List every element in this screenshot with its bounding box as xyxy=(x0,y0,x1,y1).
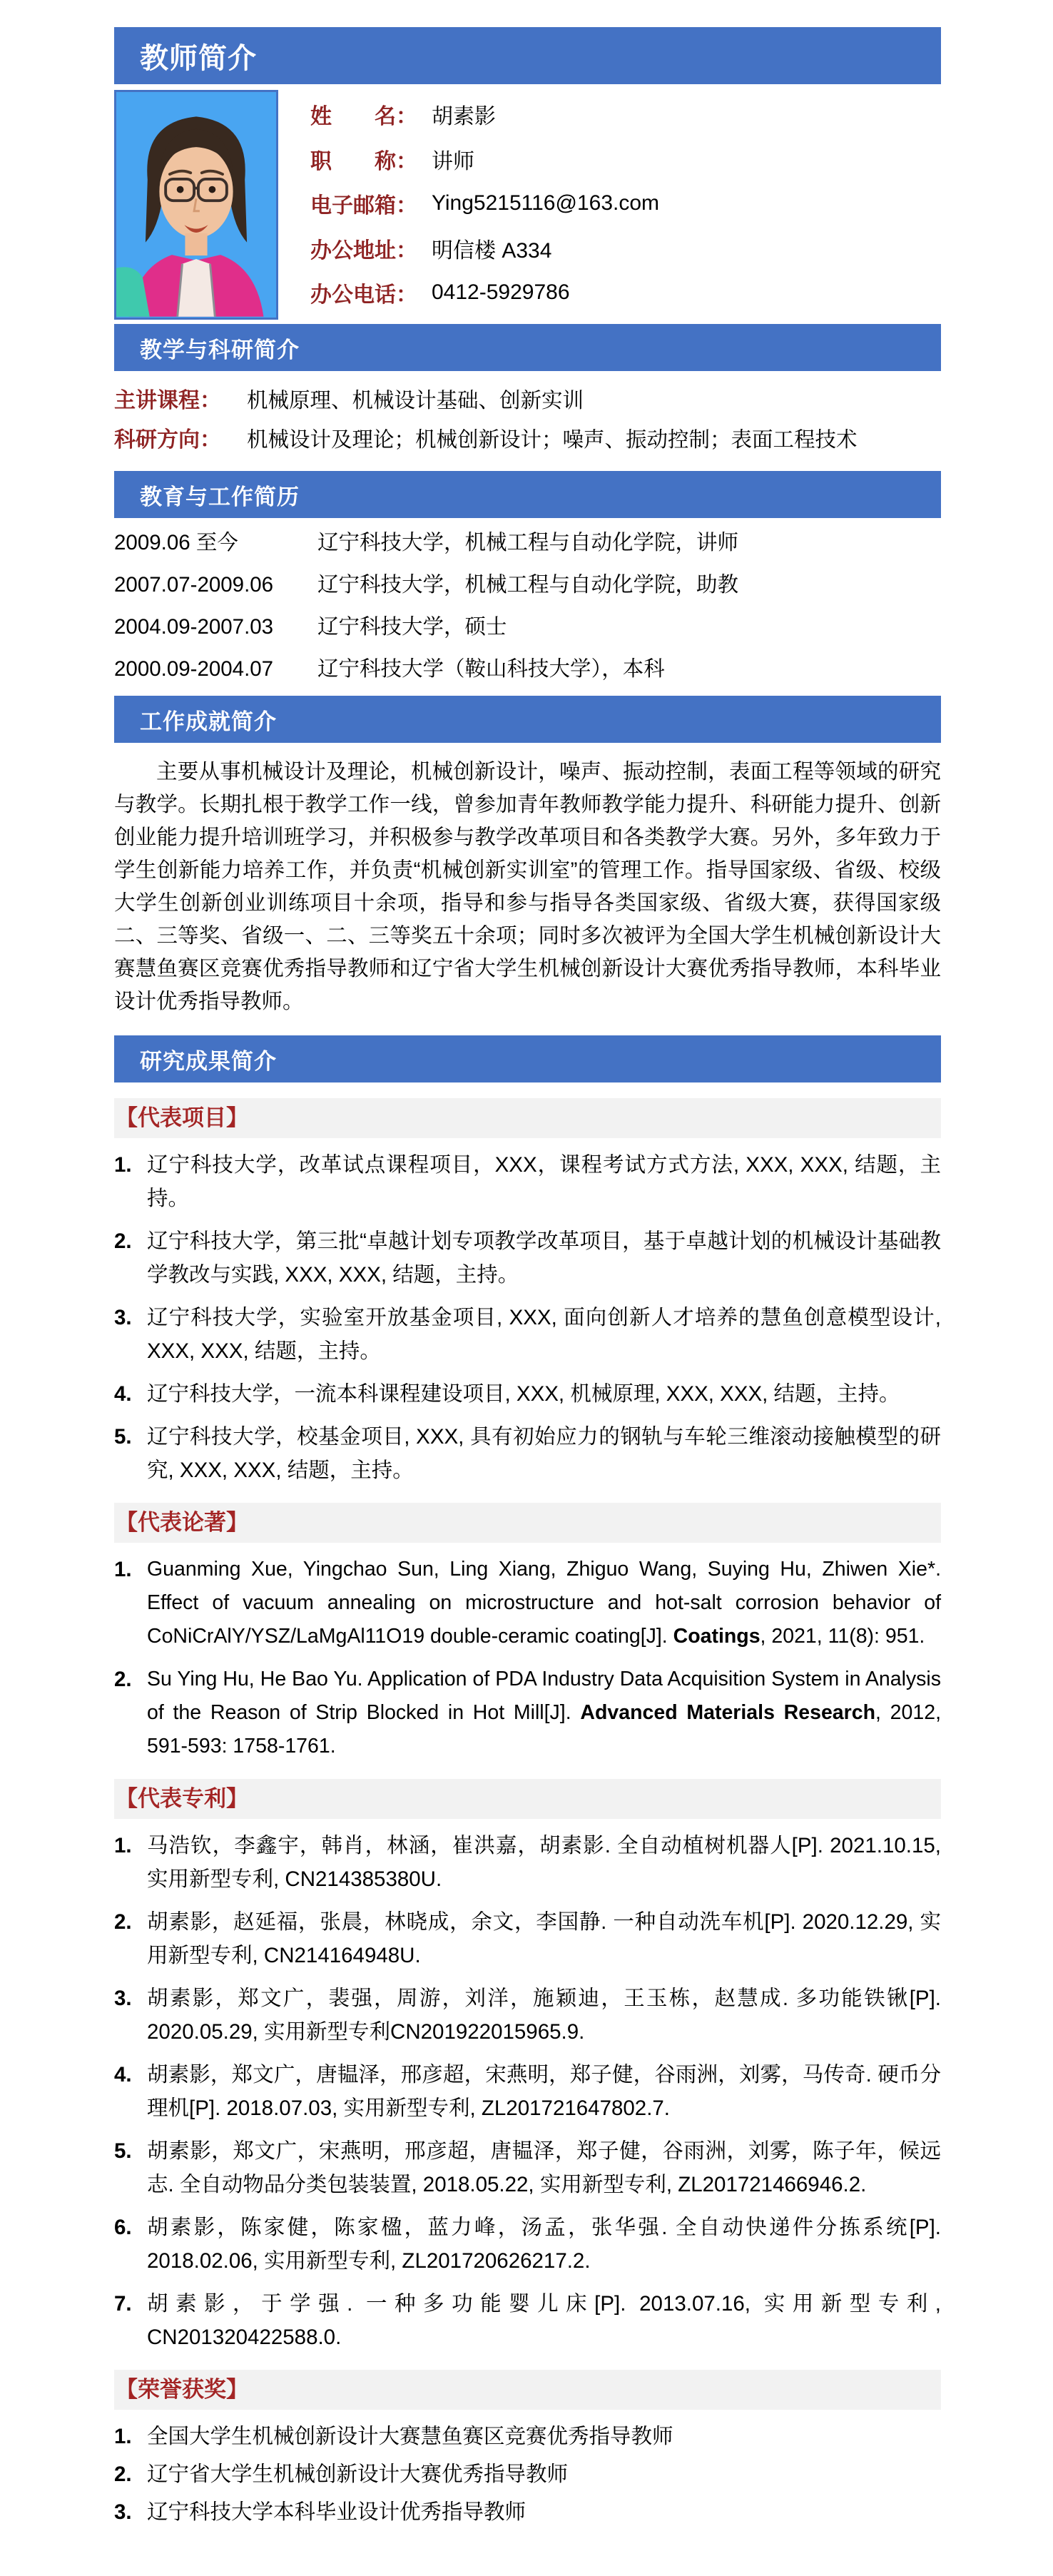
patents-list xyxy=(114,1829,941,2354)
item-number: 7. xyxy=(114,2292,132,2316)
field-label: 姓 名： xyxy=(310,105,417,128)
history-detail: 辽宁科技大学（鞍山科技大学），本科 xyxy=(317,657,665,681)
patent-text: 马浩钦，李鑫宇，韩肖，林涵，崔洪嘉，胡素影. 全自动植树机器人[P]. 2021.10.15, 实用新型专利, CN214385380U. xyxy=(147,1834,941,1891)
item-number: 2. xyxy=(114,1229,132,1253)
honor-item xyxy=(114,2420,941,2453)
item-number: 3. xyxy=(114,1306,132,1329)
field-label: 职 称： xyxy=(310,149,417,173)
project-text: 辽宁科技大学，校基金项目, XXX, 具有初始应力的钢轨与车轮三维滚动接触模型的研究, XXX, XXX, 结题，主持。 xyxy=(147,1425,941,1482)
publication-item xyxy=(114,1553,941,1653)
teaching-value: 机械原理、机械设计基础、创新实训 xyxy=(247,389,584,412)
history-timeline xyxy=(114,518,941,696)
project-text: 辽宁科技大学，第三批“卓越计划专项教学改革项目，基于卓越计划的机械设计基础教学教改与实践, XXX, XXX, 结题，主持。 xyxy=(147,1229,941,1287)
item-number: 1. xyxy=(114,1153,132,1177)
section-banner-teaching-title: 教学与科研简介 xyxy=(140,337,300,362)
honor-text: 辽宁科技大学本科毕业设计优秀指导教师 xyxy=(147,2500,526,2524)
profile-field-row xyxy=(310,98,941,130)
profile-section xyxy=(114,90,941,320)
profile-field-row xyxy=(310,277,941,308)
teaching-label: 科研方向： xyxy=(114,428,221,452)
history-detail: 辽宁科技大学，机械工程与自动化学院，助教 xyxy=(317,573,739,597)
publication-text: Guanming Xue, Yingchao Sun, Ling Xiang, Zhiguo Wang, Suying Hu, Zhiwen Xie*. Effect of vacuum annealing on microstructure and hot-salt corrosion behavior of CoNiCrAlY/YSZ/LaMgAl11O19 double-ceramic coating[J]. Coatings, 2021, 11(8): 951. xyxy=(147,1558,941,1648)
item-number: 3. xyxy=(114,2500,132,2524)
patent-item xyxy=(114,1905,941,1972)
section-banner-achievement-title: 工作成就简介 xyxy=(140,709,277,734)
teaching-row xyxy=(114,384,941,417)
patent-item xyxy=(114,2058,941,2125)
item-number: 1. xyxy=(114,2425,132,2448)
project-text: 辽宁科技大学，改革试点课程项目，XXX，课程考试方式方法, XXX, XXX, 结题，主持。 xyxy=(147,1153,941,1210)
field-label: 电子邮箱： xyxy=(310,194,417,218)
field-value: 讲师 xyxy=(432,149,474,173)
history-period: 2007.07-2009.06 xyxy=(114,573,274,597)
item-number: 2. xyxy=(114,1668,132,1691)
publications-list xyxy=(114,1553,941,1763)
honor-text: 辽宁省大学生机械创新设计大赛优秀指导教师 xyxy=(147,2463,569,2486)
section-banner-research xyxy=(114,1035,941,1082)
item-number: 6. xyxy=(114,2216,132,2239)
history-period: 2009.06 至今 xyxy=(114,531,238,554)
section-banner-profile-title: 教师简介 xyxy=(140,42,257,74)
item-number: 3. xyxy=(114,1987,132,2010)
heading-honors: 【荣誉获奖】 xyxy=(114,2370,941,2410)
patent-text: 胡素影，郑文广，唐韫泽，邢彦超，宋燕明，郑子健，谷雨洲，刘雾，马传奇. 硬币分理机[P]. 2018.07.03, 实用新型专利, ZL201721647802.7. xyxy=(147,2063,941,2120)
honor-item xyxy=(114,2458,941,2491)
item-number: 4. xyxy=(114,1382,132,1406)
section-banner-research-title: 研究成果简介 xyxy=(140,1048,277,1074)
section-banner-teaching xyxy=(114,324,941,371)
history-detail: 辽宁科技大学，硕士 xyxy=(317,615,507,639)
history-period: 2004.09-2007.03 xyxy=(114,615,274,639)
projects-list xyxy=(114,1148,941,1487)
project-item xyxy=(114,1301,941,1368)
section-banner-achievement xyxy=(114,696,941,743)
patent-text: 胡素影，赵延福，张晨，林晓成，余文，李国静. 一种自动洗车机[P]. 2020.12.29, 实用新型专利, CN214164948U. xyxy=(147,1910,941,1967)
patent-text: 胡素影，于学强. 一种多功能婴儿床[P]. 2013.07.16, 实用新型专利, CN201320422588.0. xyxy=(147,2292,941,2349)
section-banner-history xyxy=(114,471,941,518)
honor-text: 全国大学生机械创新设计大赛慧鱼赛区竞赛优秀指导教师 xyxy=(147,2425,673,2448)
item-number: 5. xyxy=(114,2139,132,2163)
patent-item xyxy=(114,1829,941,1896)
heading-publications: 【代表论著】 xyxy=(114,1503,941,1543)
project-item xyxy=(114,1377,941,1411)
project-item xyxy=(114,1224,941,1292)
patent-item xyxy=(114,1982,941,2049)
achievement-paragraph: 主要从事机械设计及理论，机械创新设计，噪声、振动控制，表面工程等领域的研究与教学。长期扎根于教学工作一线，曾参加青年教师教学能力提升、科研能力提升、创新创业能力提升培训班学习，并积极参与教学改革项目和各类教学大赛。另外，多年致力于学生创新能力培养工作，并负责“机械创新实训室”的管理工作。指导国家级、省级、校级大学生创新创业训练项目十余项，指导和参与指导各类国家级、省级大赛，获得国家级二、三等奖、省级一、二、三等奖五十余项；同时多次被评为全国大学生机械创新设计大赛慧鱼赛区竞赛优秀指导教师和辽宁省大学生机械创新设计大赛优秀指导教师，本科毕业设计优秀指导教师。 xyxy=(114,760,941,1013)
section-banner-history-title: 教育与工作简历 xyxy=(140,484,300,509)
item-number: 2. xyxy=(114,2463,132,2486)
field-value: 胡素影 xyxy=(432,105,496,128)
teaching-row xyxy=(114,423,941,457)
history-detail: 辽宁科技大学，机械工程与自动化学院，讲师 xyxy=(317,531,739,554)
item-number: 4. xyxy=(114,2063,132,2086)
teacher-photo xyxy=(114,90,278,320)
teaching-label: 主讲课程： xyxy=(114,389,221,412)
profile-fields xyxy=(310,90,941,320)
heading-patents: 【代表专利】 xyxy=(114,1779,941,1819)
patent-text: 胡素影，郑文广，宋燕明，邢彦超，唐韫泽，郑子健，谷雨洲，刘雾，陈子年，候远志. 全自动物品分类包装装置, 2018.05.22, 实用新型专利, ZL201721466946.2. xyxy=(147,2139,941,2196)
item-number: 5. xyxy=(114,1425,132,1449)
history-entry xyxy=(114,606,941,648)
section-banner-profile xyxy=(114,27,941,84)
honors-list xyxy=(114,2420,941,2529)
heading-projects: 【代表项目】 xyxy=(114,1098,941,1138)
field-value: 明信楼 A334 xyxy=(432,238,552,263)
project-text: 辽宁科技大学，实验室开放基金项目, XXX, 面向创新人才培养的慧鱼创意模型设计, XXX, XXX, 结题，主持。 xyxy=(147,1306,941,1363)
profile-field-row xyxy=(310,233,941,264)
history-entry xyxy=(114,564,941,606)
teaching-rows xyxy=(114,371,941,471)
history-entry xyxy=(114,522,941,564)
patent-text: 胡素影，陈家健，陈家楹，蓝力峰，汤孟，张华强. 全自动快递件分拣系统[P]. 2018.02.06, 实用新型专利, ZL201720626217.2. xyxy=(147,2216,941,2273)
item-number: 1. xyxy=(114,1558,132,1581)
publication-text: Su Ying Hu, He Bao Yu. Application of PDA Industry Data Acquisition System in Analysis of the Reason of Strip Blocked in Hot Mill[J]. Advanced Materials Research, 2012, 591-593: 1758-1761. xyxy=(147,1668,942,1758)
teaching-value: 机械设计及理论；机械创新设计；噪声、振动控制；表面工程技术 xyxy=(247,428,858,452)
profile-field-row xyxy=(310,143,941,175)
field-value: 0412-5929786 xyxy=(432,280,570,304)
patent-item xyxy=(114,2211,941,2278)
patent-item xyxy=(114,2287,941,2354)
history-entry xyxy=(114,648,941,690)
project-item xyxy=(114,1148,941,1215)
item-number: 2. xyxy=(114,1910,132,1934)
field-label: 办公地址： xyxy=(310,238,417,263)
patent-text: 胡素影，郑文广，裴强，周游，刘洋，施颖迪，王玉栋，赵慧成. 多功能铁锹[P]. 2020.05.29, 实用新型专利CN201922015965.9. xyxy=(147,1987,941,2044)
publication-item xyxy=(114,1663,941,1763)
project-text: 辽宁科技大学，一流本科课程建设项目, XXX, 机械原理, XXX, XXX, 结题，主持。 xyxy=(147,1382,900,1406)
history-period: 2000.09-2004.07 xyxy=(114,657,274,681)
field-value: Ying5215116@163.com xyxy=(432,191,660,215)
honor-item xyxy=(114,2495,941,2529)
profile-field-row xyxy=(310,188,941,219)
item-number: 1. xyxy=(114,1834,132,1857)
project-item xyxy=(114,1420,941,1487)
field-label: 办公电话： xyxy=(310,283,417,307)
patent-item xyxy=(114,2134,941,2201)
